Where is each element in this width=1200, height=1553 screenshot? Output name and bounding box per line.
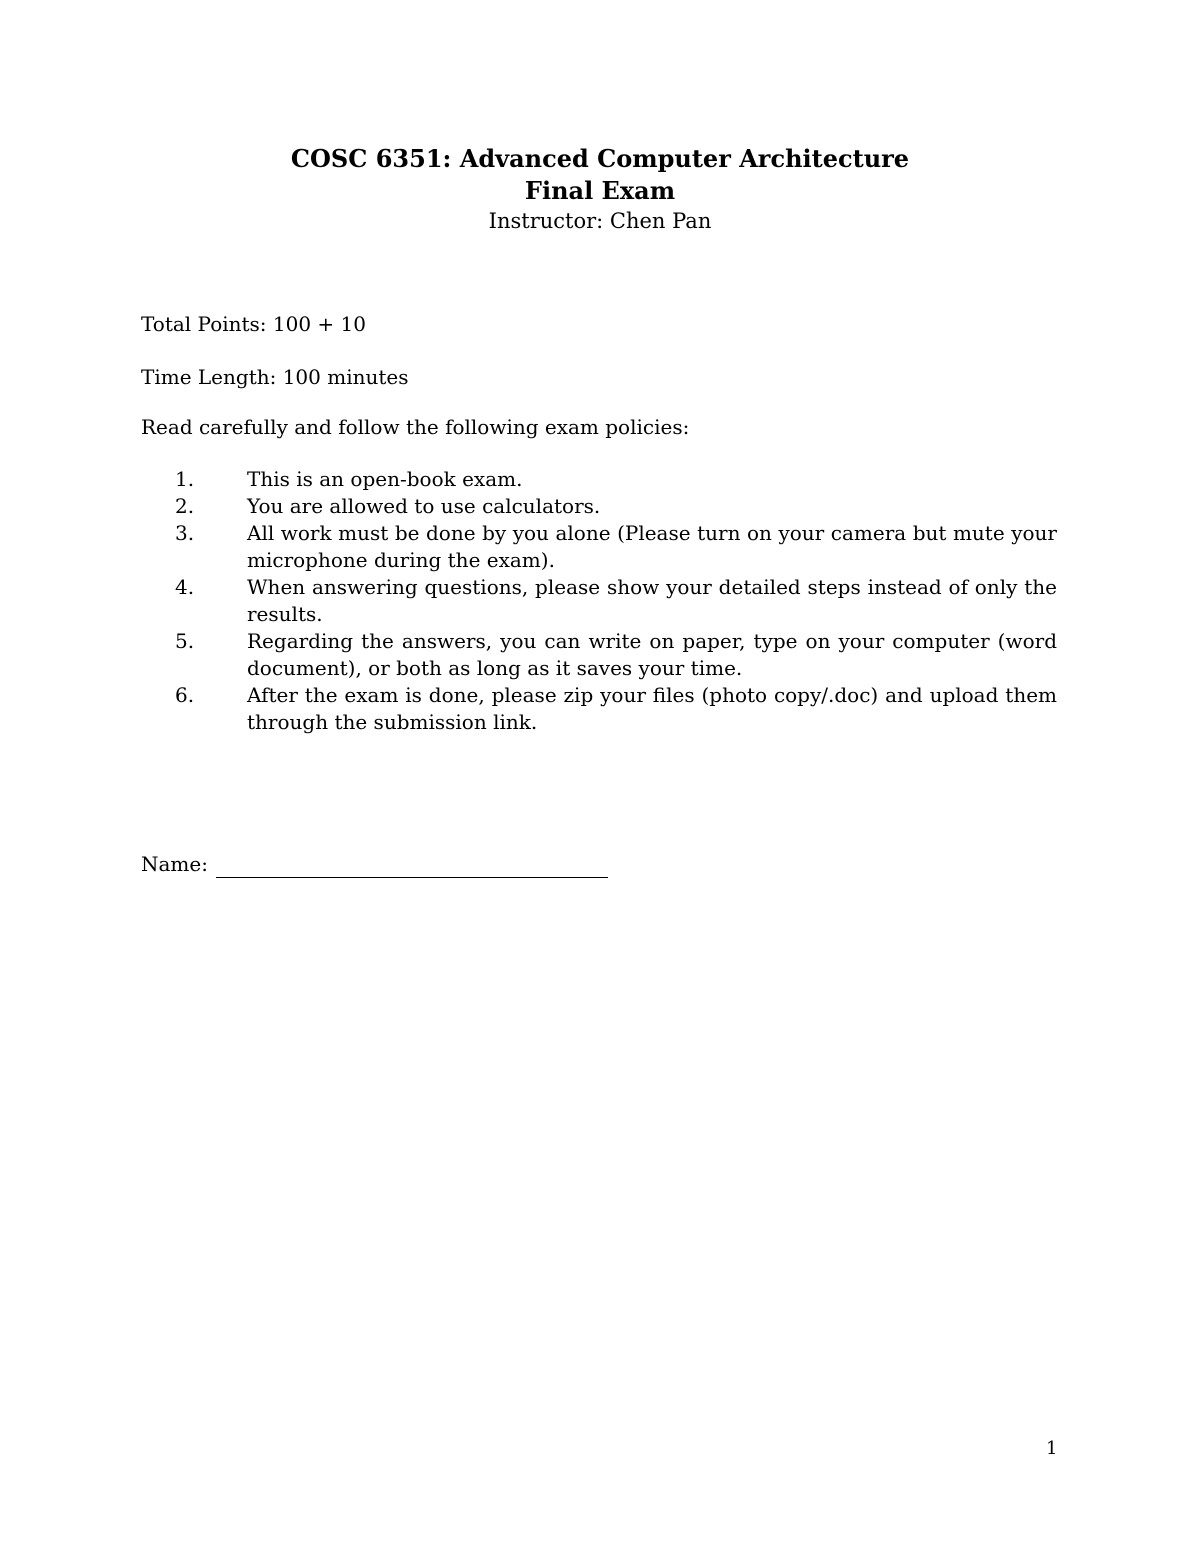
time-length: Time Length: 100 minutes [141, 365, 409, 389]
name-field-row [141, 850, 608, 878]
policy-list [141, 466, 1057, 736]
list-item [141, 682, 1057, 736]
exam-title: Final Exam [524, 176, 676, 205]
list-item [141, 466, 1057, 493]
list-item-text: After the exam is done, please zip your files (photo copy/.doc) and upload them through the submission link. [247, 683, 1057, 734]
course-title: COSC 6351: Advanced Computer Architecture [290, 144, 910, 173]
list-item-number: 3. [175, 521, 195, 545]
page-number: 1 [1046, 1438, 1058, 1459]
title-block [0, 143, 1200, 235]
list-item [141, 574, 1057, 628]
list-item-text: When answering questions, please show your detailed steps instead of only the results. [247, 575, 1057, 626]
name-blank-line[interactable] [216, 855, 608, 878]
name-label: Name: [141, 852, 208, 876]
instructor-line: Instructor: Chen Pan [488, 209, 712, 233]
list-item-number: 5. [175, 629, 195, 653]
list-item-text: This is an open-book exam. [247, 467, 523, 491]
total-points: Total Points: 100 + 10 [141, 312, 366, 336]
list-item-number: 4. [175, 575, 195, 599]
list-item [141, 520, 1057, 574]
policy-intro: Read carefully and follow the following exam policies: [141, 415, 690, 439]
list-item-number: 1. [175, 467, 195, 491]
list-item [141, 493, 1057, 520]
list-item [141, 628, 1057, 682]
list-item-number: 6. [175, 683, 195, 707]
list-item-text: Regarding the answers, you can write on paper, type on your computer (word document), or both as long as it saves your time. [247, 629, 1057, 680]
list-item-text: You are allowed to use calculators. [247, 494, 601, 518]
list-item-number: 2. [175, 494, 195, 518]
list-item-text: All work must be done by you alone (Please turn on your camera but mute your microphone during the exam). [247, 521, 1057, 572]
